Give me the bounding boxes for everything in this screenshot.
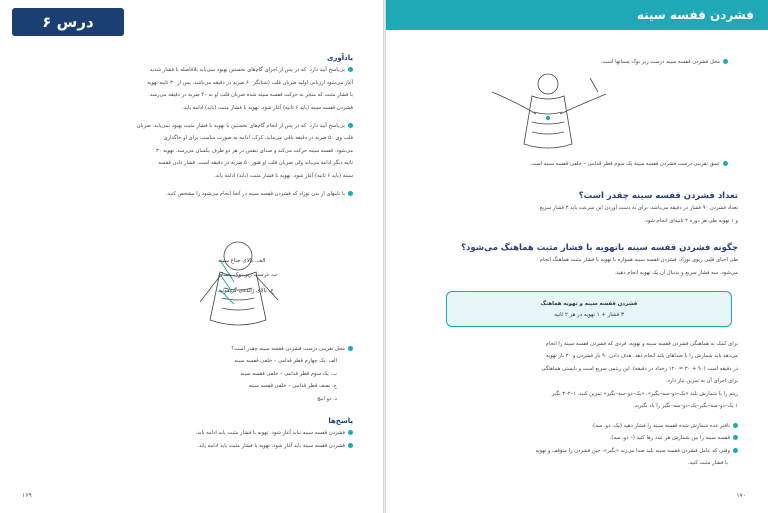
bullet-icon [723, 59, 728, 64]
label-a: الف. بالای جناغ سینه [218, 258, 266, 264]
bullet-icon [348, 346, 353, 351]
answer-1: فشردن قفسه سینه نباید آغاز شود. تهویه با فشار مثبت باید ادامه یابد. [195, 430, 345, 437]
reminder-2: بی‌پاسخ آیید دارد ‌ که در پس از انجام گام‌های نخستین با تهویه با فشار مثبت بهبود نمی‌یابد. ضربان قلب وی ۵۰ ضربه در دقیقه باقی می‌ماند. کرک، ادامه به صورت مناسب برای او جاگذاری می‌شود. قفسه سینه حرکت می‌کند و صدای تنفس در هر دو طرف یکسان می‌رسد. تهویه ۳۰ ثانیه دیگر ادامه می‌یابد ولی ضربان قلب او هنوز ۵۰ ضربه در دقیقه است. فشار دادن قفسه سینه (باید ۶ ثانیه) آغاز شود. تهویه با فشار مثبت (باید) ادامه یابد. [136, 122, 353, 179]
bullet-icon [733, 423, 738, 428]
option-c: ج. نصف قطر قدامی – خلفی قفسه سینه [248, 383, 337, 390]
reminder-1: بی‌پاسخ آیید دارد ‌ که در پس از اجرای گام‌های نخستین بهبود نمی‌یابد بلافاصله با فشار شدید آغاز می‌شود ارزیابی اولیه ضربان قلب (شتابگر ۶۰ ضربه در دقیقه می‌باشد. پس از ۳۰ ثانیه تهویه با فشار مثبت که منجر به حرکت قفسه سینه شده ضربان قلب او به ۴۰ ضربه در دقیقه می‌رسد. فشردن قفسه سینه (باید ۶ ثانیه) آغاز شود. تهویه با فشار مثبت (باید) ادامه یابد. [147, 67, 353, 111]
section-1: تعداد فشردن قفسه سینه چقدر است؟ تعداد فشردن ۹۰ فشار در دقیقه می‌باشد. برای به دست آوردن این سرعت باید ۳ فشار سریع و ۱ تهویه طی هر دوره ۲ ثانیه‌ای انجام شود. [418, 190, 738, 227]
section-2-heading: چگونه فشردن قفسه سینه باتهویه با فشار مثبت هماهنگ می‌شود؟ [461, 243, 738, 253]
bullet-icon [348, 430, 353, 435]
infant-outline [200, 242, 278, 325]
bullet-icon [348, 123, 353, 128]
bullet-icon [348, 191, 353, 196]
option-d: د. دو اینچ [317, 395, 337, 402]
caption-top: محل فشردن قفسه سینه درست زیر نوک پستانها است. [428, 56, 728, 68]
right-page [386, 0, 768, 513]
label-c: ج. بالای زائده‌ی گزیفوئید [218, 288, 274, 294]
caption-bottom: عمق تقریبی درست فشردن قفسه سینه یک سوم قطر قدامی – خلفی قفسه سینه است. [428, 158, 728, 170]
section-1-heading: تعداد فشردن قفسه سینه چقدر است؟ [578, 191, 738, 201]
bullet-icon [733, 435, 738, 440]
question-text: محل تقریبی درست فشردن قفسه سینه چقدر است؟ [231, 346, 345, 352]
body-text: برای کمک به هماهنگی فشردن قفسه سینه و تهویه، فردی که فشردن قفسه سینه را انجام می‌دهد باید شمارش را با صداهای بلند انجام دهد. هدف دادن ۹۰ بار فشردن و ۳۰ بار تهویه در دقیقه است (۹۰ + ۳۰ = ۱۲۰ رخداد در دقیقه). این ریتمی سریع است و بایستی هماهنگی برای اجرای آن به تمرین نیاز دارد. ریتم را با شمارش بلند «یک–دو–سه–بگیر»، «یک–دو–سه–بگیر» تمرین کنید. ۱–۲–۳ بگیر ۱ یک–دو–سه–بگیر–یک–دو–سه–بگیر را یاد بگیرید. [541, 341, 738, 409]
answer-2: فشردن قفسه سینه باید آغاز شود. تهویه با فشار مثبت باید ادامه یابد. [197, 442, 345, 449]
box-body: ۳ فشار + ۱ تهویه در هر ۲ ثانیه [554, 312, 624, 318]
instruction: با نامهای از بدن نوزاد که فشردن قفسه سینه در آنجا انجام می‌شود را مشخص کنید. [33, 188, 353, 200]
chapter-title: فشردن قفسه سینه [636, 8, 754, 22]
right-hand [560, 94, 606, 114]
option-a: الف. یک چهارم قطر قدامی – خلفی قفسه سینه [234, 358, 337, 365]
lesson-tab: درس ۶ [12, 8, 124, 36]
option-b: ب. یک سوم قطر قدامی – خلفی قفسه سینه [240, 370, 337, 377]
label-b: ب. درست زیر نوک پستان [218, 272, 278, 278]
compression-diagram [486, 72, 616, 154]
page-number-right: ۱۷۰ [736, 492, 746, 499]
infant-diagram-labels [160, 230, 330, 340]
reminder-heading: یادآوری [326, 54, 353, 62]
compression-point-icon [546, 116, 550, 120]
key-point-box [446, 291, 732, 327]
infant-torso [524, 96, 572, 148]
section-2: چگونه فشردن قفسه سینه باتهویه با فشار مثبت هماهنگ می‌شود؟ طی احیای قلبی ریوی نوزاد، فشردن قفسه سینه همواره با تهویه با فشار مثبت هماهنگ انجام می‌شود. سه فشار سریع و بدنبال آن یک تهویه انجام دهید. [418, 242, 738, 279]
infant-head [538, 74, 558, 94]
bullet-icon [733, 448, 738, 453]
bullet-icon [723, 161, 728, 166]
bullet-icon [348, 443, 353, 448]
question-section [33, 343, 353, 452]
label-leaders [220, 260, 234, 304]
box-title: فشردن قفسه سینه و تهویه هماهنگ [540, 301, 638, 307]
bullet-icon [348, 67, 353, 72]
reminder-section [33, 52, 353, 200]
answers-heading: پاسخ‌ها [328, 416, 353, 425]
left-page [0, 0, 383, 513]
page-number-left: ۱۶۹ [22, 492, 32, 499]
bullet-list: بافتر عده شمارش شده قفسه سینه را فشار دهید (یک، دو، سه). قفسه سینه را بین شمارش هر عدد رها کنید (– دو، سه). وقتی که عامل فشردن قفسه سینه بلند صدا می‌زند «بگیر»، حین فشردن را متوقف و تهویه با فشار مثبت کنید. [418, 420, 738, 470]
